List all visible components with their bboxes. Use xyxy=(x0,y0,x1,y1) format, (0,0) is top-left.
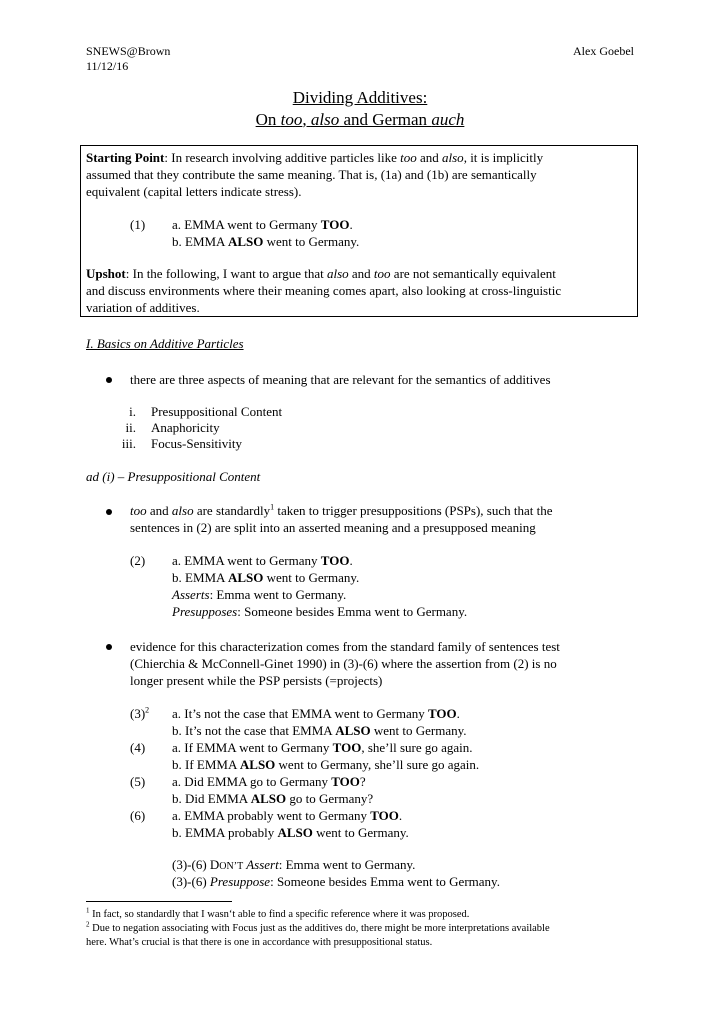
list-item-number: ii. xyxy=(125,420,136,435)
header-date: 11/12/16 xyxy=(86,59,129,73)
bullet-3-line3: longer present while the PSP persists (=projects) xyxy=(130,673,383,688)
example-5-number: (5) xyxy=(130,774,146,789)
example-4-number: (4) xyxy=(130,740,146,755)
example-2a: a. EMMA went to Germany TOO. xyxy=(172,553,353,568)
bullet-icon xyxy=(106,509,112,515)
footnote-divider xyxy=(86,901,232,902)
bullet-3-line2: (Chierchia & McConnell-Ginet 1990) in (3)-(6) where the assertion from (2) is no xyxy=(130,656,557,671)
example-6b: b. EMMA probably ALSO went to Germany. xyxy=(172,825,409,840)
list-item-number: i. xyxy=(129,404,136,419)
example-2-asserts: Asserts: Emma went to Germany. xyxy=(172,587,347,602)
example-1a: a. EMMA went to Germany TOO. xyxy=(172,217,353,232)
example-6-number: (6) xyxy=(130,808,146,823)
summary-presuppose: (3)-(6) Presuppose: Someone besides Emma went to Germany. xyxy=(172,874,500,889)
example-4a: a. If EMMA went to Germany TOO, she’ll sure go again. xyxy=(172,740,473,755)
example-5b: b. Did EMMA ALSO go to Germany? xyxy=(172,791,374,806)
upshot-line1: Upshot: In the following, I want to argue that also and too are not semantically equivalent xyxy=(86,266,556,281)
example-2-presupposes: Presupposes: Someone besides Emma went to Germany. xyxy=(172,604,468,619)
bullet-2-line1: too and also are standardly$^1$ taken to trigger presuppositions (PSPs), such that the xyxy=(130,502,553,518)
footnote-2: $^2$ Due to negation associating with Focus just as the additives do, there might be more interpretations available xyxy=(86,920,550,934)
example-1-number: (1) xyxy=(130,217,146,232)
starting-point-line2: assumed that they contribute the same meaning. That is, (1a) and (1b) are semantically xyxy=(86,167,537,182)
summary-assert: (3)-(6) DON’T Assert: Emma went to Germany. xyxy=(172,857,416,872)
example-3-number: $(3)^2$ xyxy=(130,705,150,721)
example-3b: b. It’s not the case that EMMA ALSO went to Germany. xyxy=(172,723,467,738)
list-item-text: Focus-Sensitivity xyxy=(151,436,243,451)
starting-point-line1: Starting Point: In research involving additive particles like too and also, it is implicitly xyxy=(86,150,544,165)
bullet-icon xyxy=(106,377,112,383)
bullet-1-text: there are three aspects of meaning that are relevant for the semantics of additives xyxy=(130,372,551,387)
starting-point-line3: equivalent (capital letters indicate stress). xyxy=(86,184,302,199)
subsection-heading: ad (i) – Presuppositional Content xyxy=(86,469,261,484)
list-item-text: Anaphoricity xyxy=(151,420,220,435)
bullet-icon xyxy=(106,644,112,650)
list-item-number: iii. xyxy=(121,436,136,451)
example-6a: a. EMMA probably went to Germany TOO. xyxy=(172,808,403,823)
example-4b: b. If EMMA ALSO went to Germany, she’ll sure go again. xyxy=(172,757,480,772)
footnote-1: $^1$ In fact, so standardly that I wasn‘t able to find a specific reference where it was proposed. xyxy=(86,906,470,920)
example-3a: a. It’s not the case that EMMA went to Germany TOO. xyxy=(172,706,460,721)
page-title: Dividing Additives: xyxy=(292,88,428,107)
example-1b: b. EMMA ALSO went to Germany. xyxy=(172,234,360,249)
footnote-ref: 1 xyxy=(270,502,275,512)
example-5a: a. Did EMMA go to Germany TOO? xyxy=(172,774,366,789)
bullet-2-line2: sentences in (2) are split into an asserted meaning and a presupposed meaning xyxy=(130,520,536,535)
section-heading: I. Basics on Additive Particles xyxy=(86,336,244,351)
footnote-2-line2: here. What’s crucial is that there is one in accordance with presuppositional status. xyxy=(86,937,433,948)
bullet-3-line1: evidence for this characterization comes from the standard family of sentences test xyxy=(130,639,560,654)
example-2b: b. EMMA ALSO went to Germany. xyxy=(172,570,360,585)
header-author: Alex Goebel xyxy=(573,44,634,58)
footnote-ref: 2 xyxy=(145,705,150,715)
page-subtitle: On too, also and German auch xyxy=(255,110,465,129)
upshot-line2: and discuss environments where their meaning comes apart, also looking at cross-linguistic xyxy=(86,283,562,298)
upshot-line3: variation of additives. xyxy=(86,300,200,315)
list-item-text: Presuppositional Content xyxy=(151,404,283,419)
header-venue: SNEWS@Brown xyxy=(86,44,171,58)
example-2-number: (2) xyxy=(130,553,146,568)
